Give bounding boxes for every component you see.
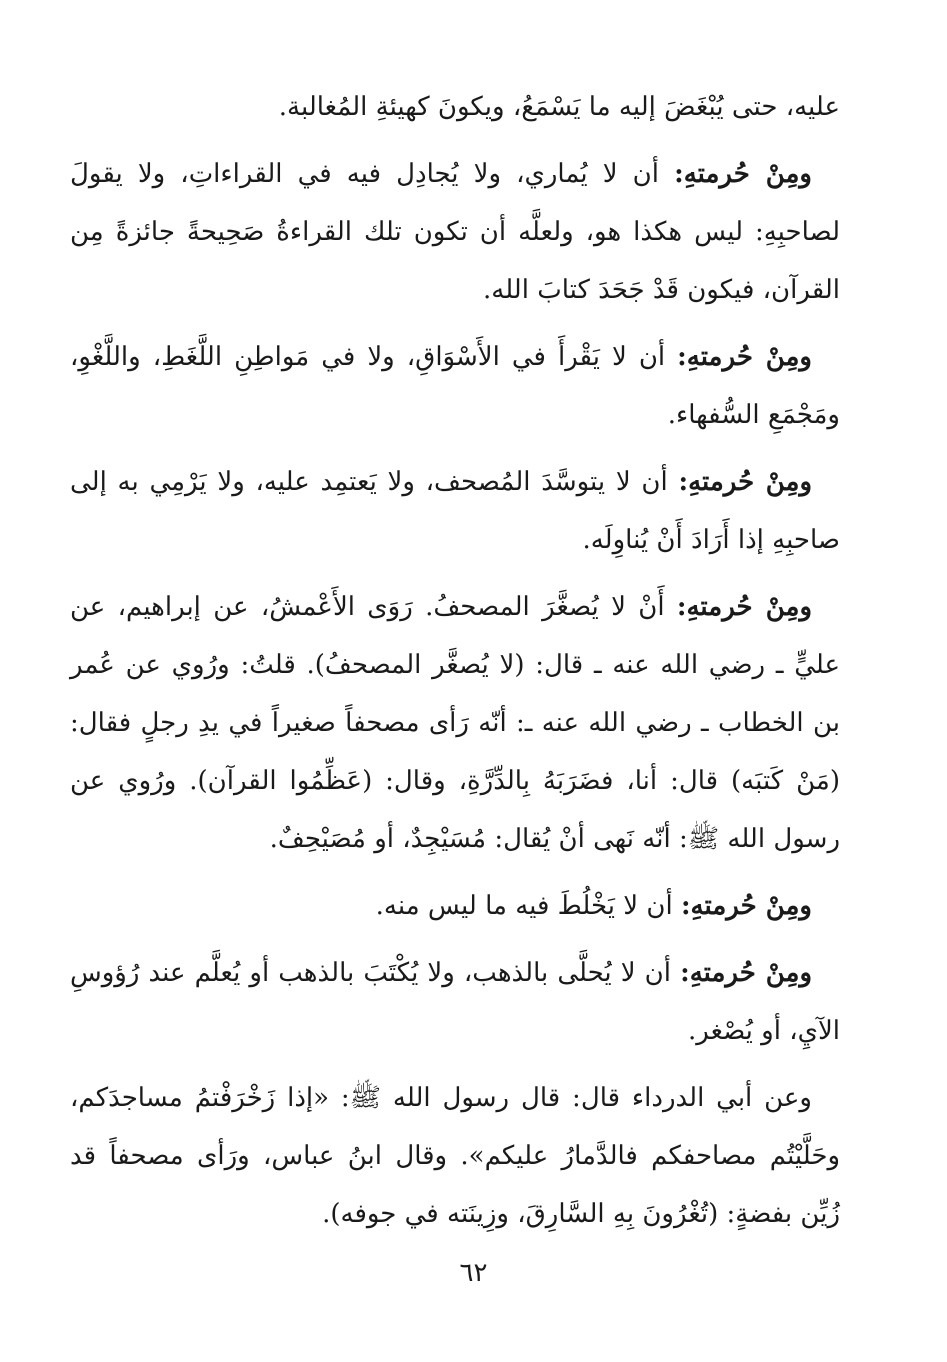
paragraph-3-lead: ومِنْ حُرمتهِ:	[677, 342, 812, 372]
paragraph-2	[70, 145, 840, 319]
paragraph-6-text: أن لا يَخْلُطَ فيه ما ليس منه.	[375, 891, 681, 921]
paragraph-5	[70, 578, 840, 868]
paragraph-7-text: أن لا يُحلَّى بالذهب، ولا يُكْتَبَ بالذهب أو يُعلَّم عند رُؤوسِ الآيِ، أو يُصْغر.	[70, 958, 840, 1046]
paragraph-8-text: وعن أبي الدرداء قال: قال رسول الله ﷺ: «إذا زَخْرَفْتمُ مساجدَكم، وحَلَّيْتُم مصاحفكم فالدَّمارُ عليكم». وقال ابنُ عباس، ورَأى مصحفاً قد زُيِّن بفضةٍ: (تُغْرُونَ بِهِ السَّارِقَ، وزِينَته في جوفه).	[70, 1083, 840, 1229]
paragraph-1-text: عليه، حتى يُبْغَضَ إليه ما يَسْمَعُ، ويكونَ كهيئةِ المُغالبة.	[278, 92, 840, 122]
paragraph-4-text: أن لا يتوسَّدَ المُصحف، ولا يَعتمِد عليه، ولا يَرْمِي به إلى صاحبِهِ إذا أَرَادَ أَنْ يُناوِلَه.	[70, 467, 840, 555]
paragraph-8	[70, 1069, 840, 1243]
paragraph-1	[70, 78, 840, 136]
paragraph-2-text: أن لا يُماري، ولا يُجادِل فيه في القراءاتِ، ولا يقولَ لصاحبِهِ: ليس هكذا هو، ولعلَّه أن تكون تلك القراءةُ صَحِيحةً جائزةً مِن القرآن، فيكون قَدْ جَحَدَ كتابَ الله.	[70, 159, 840, 305]
paragraph-3-text: أن لا يَقْرأَ في الأَسْوَاقِ، ولا في مَواطِنِ اللَّغَطِ، واللَّغْوِ، ومَجْمَعِ السُّفهاء.	[70, 342, 840, 430]
paragraph-7-lead: ومِنْ حُرمتهِ:	[680, 958, 812, 988]
paragraph-5-text: أَنْ لا يُصغَّرَ المصحفُ. رَوَى الأَعْمشُ، عن إبراهيم، عن عليٍّ ـ رضي الله عنه ـ قال: (لا يُصغَّر المصحفُ). قلتُ: ورُوي عن عُمر بن الخطاب ـ رضي الله عنه ـ: أنّه رَأى مصحفاً صغيراً في يدِ رجلٍ فقال: (مَنْ كَتبَه) قال: أنا، فضَرَبَهُ بِالدِّرَّةِ، وقال: (عَظِّمُوا القرآن). ورُوي عن رسول الله ﷺ: أنّه نَهى أنْ يُقال: مُسَيْجِدٌ، أو مُصَيْحِفٌ.	[70, 592, 840, 854]
paragraph-6	[70, 877, 840, 935]
paragraph-5-lead: ومِنْ حُرمتهِ:	[676, 592, 813, 622]
paragraph-4-lead: ومِنْ حُرمتهِ:	[678, 467, 813, 497]
paragraph-6-lead: ومِنْ حُرمتهِ:	[680, 891, 812, 921]
paragraph-3	[70, 328, 840, 444]
page-number: ٦٢	[459, 1258, 488, 1288]
paragraph-2-lead: ومِنْ حُرمتهِ:	[674, 159, 812, 189]
page-body	[70, 78, 840, 1252]
paragraph-7	[70, 944, 840, 1060]
paragraph-4	[70, 453, 840, 569]
